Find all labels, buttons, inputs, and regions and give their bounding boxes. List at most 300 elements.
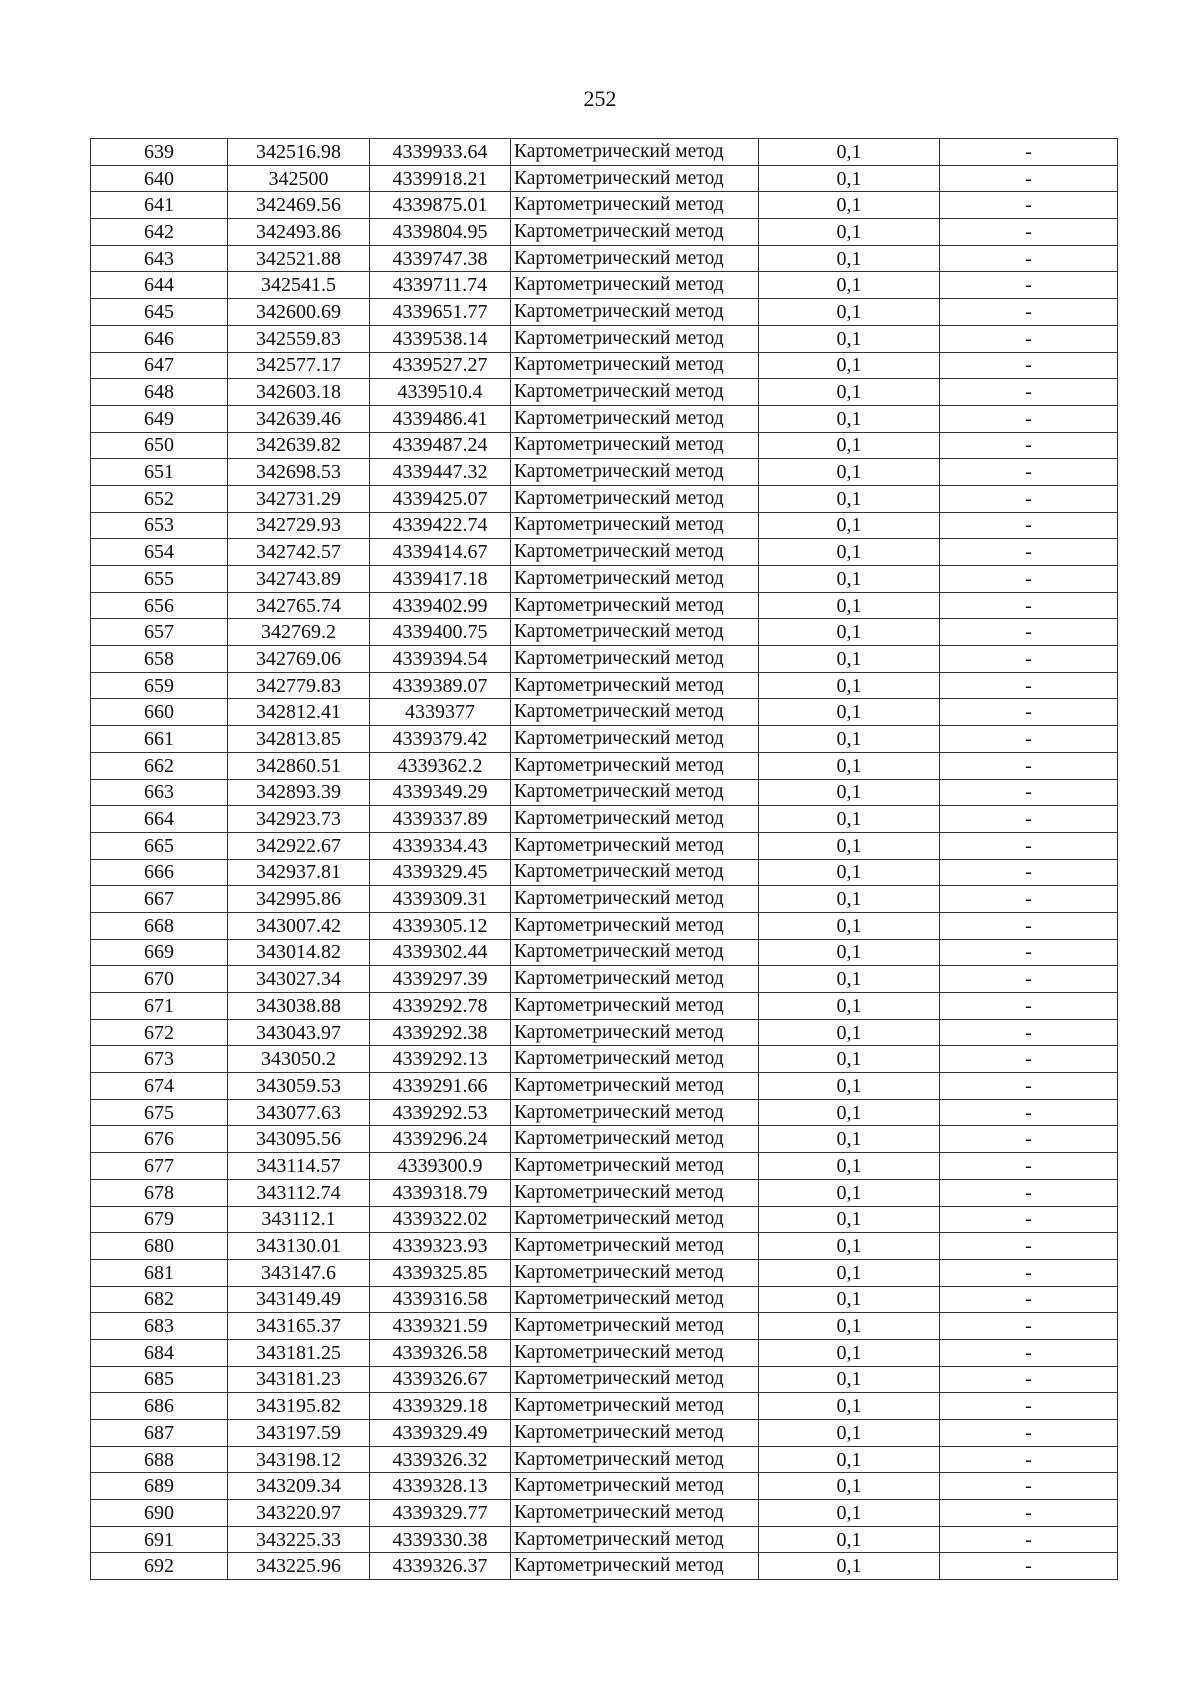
note-cell: -: [940, 566, 1118, 593]
table-row: [91, 219, 1118, 246]
accuracy-cell: 0,1: [759, 1473, 940, 1500]
note-cell: -: [940, 1473, 1118, 1500]
point-number-cell: 689: [91, 1473, 228, 1500]
note-cell: -: [940, 1339, 1118, 1366]
x-coordinate-cell: 343050.2: [228, 1046, 370, 1073]
table-row: [91, 432, 1118, 459]
method-cell: Картометрический метод: [511, 1553, 759, 1580]
point-number-cell: 642: [91, 219, 228, 246]
note-cell: -: [940, 859, 1118, 886]
method-cell: Картометрический метод: [511, 219, 759, 246]
point-number-cell: 641: [91, 192, 228, 219]
method-cell: Картометрический метод: [511, 512, 759, 539]
method-cell: Картометрический метод: [511, 859, 759, 886]
note-cell: -: [940, 1313, 1118, 1340]
accuracy-cell: 0,1: [759, 1099, 940, 1126]
x-coordinate-cell: 343095.56: [228, 1126, 370, 1153]
method-cell: Картометрический метод: [511, 539, 759, 566]
x-coordinate-cell: 343059.53: [228, 1073, 370, 1100]
note-cell: -: [940, 192, 1118, 219]
x-coordinate-cell: 342577.17: [228, 352, 370, 379]
y-coordinate-cell: 4339292.78: [370, 993, 511, 1020]
note-cell: -: [940, 752, 1118, 779]
accuracy-cell: 0,1: [759, 192, 940, 219]
method-cell: Картометрический метод: [511, 1393, 759, 1420]
y-coordinate-cell: 4339447.32: [370, 459, 511, 486]
note-cell: -: [940, 1019, 1118, 1046]
point-number-cell: 654: [91, 539, 228, 566]
x-coordinate-cell: 343007.42: [228, 912, 370, 939]
method-cell: Картометрический метод: [511, 192, 759, 219]
table-row: [91, 1073, 1118, 1100]
x-coordinate-cell: 342639.82: [228, 432, 370, 459]
y-coordinate-cell: 4339747.38: [370, 245, 511, 272]
table-row: [91, 779, 1118, 806]
table-row: [91, 192, 1118, 219]
x-coordinate-cell: 342469.56: [228, 192, 370, 219]
note-cell: -: [940, 1099, 1118, 1126]
y-coordinate-cell: 4339538.14: [370, 325, 511, 352]
note-cell: -: [940, 886, 1118, 913]
x-coordinate-cell: 342516.98: [228, 139, 370, 166]
x-coordinate-cell: 342812.41: [228, 699, 370, 726]
x-coordinate-cell: 342995.86: [228, 886, 370, 913]
note-cell: -: [940, 485, 1118, 512]
note-cell: -: [940, 672, 1118, 699]
table-row: [91, 993, 1118, 1020]
accuracy-cell: 0,1: [759, 1366, 940, 1393]
accuracy-cell: 0,1: [759, 619, 940, 646]
table-row: [91, 1393, 1118, 1420]
accuracy-cell: 0,1: [759, 1126, 940, 1153]
table-row: [91, 1099, 1118, 1126]
note-cell: -: [940, 832, 1118, 859]
table-row: [91, 139, 1118, 166]
y-coordinate-cell: 4339918.21: [370, 165, 511, 192]
table-row: [91, 539, 1118, 566]
coordinates-table-body: [91, 139, 1118, 1580]
accuracy-cell: 0,1: [759, 405, 940, 432]
y-coordinate-cell: 4339417.18: [370, 566, 511, 593]
x-coordinate-cell: 342698.53: [228, 459, 370, 486]
y-coordinate-cell: 4339486.41: [370, 405, 511, 432]
method-cell: Картометрический метод: [511, 1046, 759, 1073]
y-coordinate-cell: 4339402.99: [370, 592, 511, 619]
table-row: [91, 405, 1118, 432]
x-coordinate-cell: 343147.6: [228, 1259, 370, 1286]
point-number-cell: 674: [91, 1073, 228, 1100]
y-coordinate-cell: 4339394.54: [370, 646, 511, 673]
y-coordinate-cell: 4339414.67: [370, 539, 511, 566]
note-cell: -: [940, 993, 1118, 1020]
point-number-cell: 651: [91, 459, 228, 486]
point-number-cell: 656: [91, 592, 228, 619]
accuracy-cell: 0,1: [759, 1313, 940, 1340]
x-coordinate-cell: 343197.59: [228, 1420, 370, 1447]
point-number-cell: 671: [91, 993, 228, 1020]
table-row: [91, 1019, 1118, 1046]
y-coordinate-cell: 4339305.12: [370, 912, 511, 939]
method-cell: Картометрический метод: [511, 299, 759, 326]
table-row: [91, 1500, 1118, 1527]
y-coordinate-cell: 4339377: [370, 699, 511, 726]
accuracy-cell: 0,1: [759, 699, 940, 726]
point-number-cell: 648: [91, 379, 228, 406]
point-number-cell: 673: [91, 1046, 228, 1073]
method-cell: Картометрический метод: [511, 886, 759, 913]
table-row: [91, 1420, 1118, 1447]
accuracy-cell: 0,1: [759, 672, 940, 699]
accuracy-cell: 0,1: [759, 1393, 940, 1420]
point-number-cell: 690: [91, 1500, 228, 1527]
point-number-cell: 661: [91, 726, 228, 753]
method-cell: Картометрический метод: [511, 485, 759, 512]
x-coordinate-cell: 343112.74: [228, 1179, 370, 1206]
table-row: [91, 459, 1118, 486]
y-coordinate-cell: 4339379.42: [370, 726, 511, 753]
point-number-cell: 646: [91, 325, 228, 352]
accuracy-cell: 0,1: [759, 566, 940, 593]
x-coordinate-cell: 342559.83: [228, 325, 370, 352]
accuracy-cell: 0,1: [759, 1019, 940, 1046]
x-coordinate-cell: 342603.18: [228, 379, 370, 406]
x-coordinate-cell: 343195.82: [228, 1393, 370, 1420]
table-row: [91, 352, 1118, 379]
x-coordinate-cell: 342493.86: [228, 219, 370, 246]
note-cell: -: [940, 405, 1118, 432]
accuracy-cell: 0,1: [759, 1046, 940, 1073]
y-coordinate-cell: 4339291.66: [370, 1073, 511, 1100]
x-coordinate-cell: 342769.2: [228, 619, 370, 646]
y-coordinate-cell: 4339362.2: [370, 752, 511, 779]
y-coordinate-cell: 4339422.74: [370, 512, 511, 539]
point-number-cell: 660: [91, 699, 228, 726]
y-coordinate-cell: 4339804.95: [370, 219, 511, 246]
x-coordinate-cell: 342731.29: [228, 485, 370, 512]
x-coordinate-cell: 342937.81: [228, 859, 370, 886]
y-coordinate-cell: 4339425.07: [370, 485, 511, 512]
point-number-cell: 680: [91, 1233, 228, 1260]
note-cell: -: [940, 966, 1118, 993]
accuracy-cell: 0,1: [759, 859, 940, 886]
note-cell: -: [940, 912, 1118, 939]
table-row: [91, 832, 1118, 859]
accuracy-cell: 0,1: [759, 912, 940, 939]
method-cell: Картометрический метод: [511, 966, 759, 993]
table-row: [91, 1286, 1118, 1313]
y-coordinate-cell: 4339292.38: [370, 1019, 511, 1046]
note-cell: -: [940, 299, 1118, 326]
y-coordinate-cell: 4339933.64: [370, 139, 511, 166]
method-cell: Картометрический метод: [511, 1126, 759, 1153]
note-cell: -: [940, 1446, 1118, 1473]
point-number-cell: 681: [91, 1259, 228, 1286]
point-number-cell: 691: [91, 1526, 228, 1553]
x-coordinate-cell: 343165.37: [228, 1313, 370, 1340]
x-coordinate-cell: 342769.06: [228, 646, 370, 673]
x-coordinate-cell: 343181.25: [228, 1339, 370, 1366]
point-number-cell: 662: [91, 752, 228, 779]
accuracy-cell: 0,1: [759, 539, 940, 566]
point-number-cell: 652: [91, 485, 228, 512]
table-row: [91, 379, 1118, 406]
y-coordinate-cell: 4339487.24: [370, 432, 511, 459]
accuracy-cell: 0,1: [759, 1153, 940, 1180]
x-coordinate-cell: 343225.33: [228, 1526, 370, 1553]
table-row: [91, 245, 1118, 272]
method-cell: Картометрический метод: [511, 1339, 759, 1366]
accuracy-cell: 0,1: [759, 779, 940, 806]
page-number: 252: [583, 86, 617, 111]
y-coordinate-cell: 4339330.38: [370, 1526, 511, 1553]
note-cell: -: [940, 1179, 1118, 1206]
point-number-cell: 675: [91, 1099, 228, 1126]
x-coordinate-cell: 342541.5: [228, 272, 370, 299]
method-cell: Картометрический метод: [511, 1500, 759, 1527]
table-row: [91, 1313, 1118, 1340]
table-row: [91, 165, 1118, 192]
note-cell: -: [940, 1393, 1118, 1420]
y-coordinate-cell: 4339400.75: [370, 619, 511, 646]
accuracy-cell: 0,1: [759, 325, 940, 352]
table-row: [91, 1046, 1118, 1073]
method-cell: Картометрический метод: [511, 993, 759, 1020]
accuracy-cell: 0,1: [759, 352, 940, 379]
y-coordinate-cell: 4339300.9: [370, 1153, 511, 1180]
table-row: [91, 672, 1118, 699]
method-cell: Картометрический метод: [511, 1366, 759, 1393]
accuracy-cell: 0,1: [759, 485, 940, 512]
accuracy-cell: 0,1: [759, 1206, 940, 1233]
table-row: [91, 1206, 1118, 1233]
note-cell: -: [940, 139, 1118, 166]
y-coordinate-cell: 4339329.77: [370, 1500, 511, 1527]
table-row: [91, 1473, 1118, 1500]
x-coordinate-cell: 342742.57: [228, 539, 370, 566]
point-number-cell: 659: [91, 672, 228, 699]
table-row: [91, 859, 1118, 886]
y-coordinate-cell: 4339321.59: [370, 1313, 511, 1340]
note-cell: -: [940, 512, 1118, 539]
accuracy-cell: 0,1: [759, 299, 940, 326]
table-row: [91, 1259, 1118, 1286]
method-cell: Картометрический метод: [511, 432, 759, 459]
x-coordinate-cell: 342600.69: [228, 299, 370, 326]
note-cell: -: [940, 1126, 1118, 1153]
accuracy-cell: 0,1: [759, 165, 940, 192]
y-coordinate-cell: 4339329.49: [370, 1420, 511, 1447]
note-cell: -: [940, 726, 1118, 753]
table-row: [91, 1126, 1118, 1153]
point-number-cell: 669: [91, 939, 228, 966]
y-coordinate-cell: 4339323.93: [370, 1233, 511, 1260]
accuracy-cell: 0,1: [759, 646, 940, 673]
y-coordinate-cell: 4339329.18: [370, 1393, 511, 1420]
accuracy-cell: 0,1: [759, 752, 940, 779]
point-number-cell: 664: [91, 806, 228, 833]
y-coordinate-cell: 4339292.13: [370, 1046, 511, 1073]
note-cell: -: [940, 1553, 1118, 1580]
note-cell: -: [940, 1286, 1118, 1313]
accuracy-cell: 0,1: [759, 1500, 940, 1527]
method-cell: Картометрический метод: [511, 752, 759, 779]
point-number-cell: 682: [91, 1286, 228, 1313]
point-number-cell: 676: [91, 1126, 228, 1153]
table-row: [91, 272, 1118, 299]
accuracy-cell: 0,1: [759, 993, 940, 1020]
point-number-cell: 645: [91, 299, 228, 326]
note-cell: -: [940, 1153, 1118, 1180]
y-coordinate-cell: 4339349.29: [370, 779, 511, 806]
note-cell: -: [940, 1500, 1118, 1527]
point-number-cell: 639: [91, 139, 228, 166]
accuracy-cell: 0,1: [759, 592, 940, 619]
method-cell: Картометрический метод: [511, 779, 759, 806]
x-coordinate-cell: 342923.73: [228, 806, 370, 833]
table-row: [91, 1526, 1118, 1553]
table-row: [91, 726, 1118, 753]
note-cell: -: [940, 939, 1118, 966]
point-number-cell: 665: [91, 832, 228, 859]
y-coordinate-cell: 4339302.44: [370, 939, 511, 966]
method-cell: Картометрический метод: [511, 1073, 759, 1100]
table-row: [91, 966, 1118, 993]
accuracy-cell: 0,1: [759, 1420, 940, 1447]
method-cell: Картометрический метод: [511, 1179, 759, 1206]
note-cell: -: [940, 1259, 1118, 1286]
accuracy-cell: 0,1: [759, 512, 940, 539]
note-cell: -: [940, 432, 1118, 459]
method-cell: Картометрический метод: [511, 459, 759, 486]
accuracy-cell: 0,1: [759, 1286, 940, 1313]
table-row: [91, 299, 1118, 326]
method-cell: Картометрический метод: [511, 1286, 759, 1313]
method-cell: Картометрический метод: [511, 1233, 759, 1260]
y-coordinate-cell: 4339316.58: [370, 1286, 511, 1313]
method-cell: Картометрический метод: [511, 699, 759, 726]
note-cell: -: [940, 459, 1118, 486]
y-coordinate-cell: 4339326.37: [370, 1553, 511, 1580]
x-coordinate-cell: 343220.97: [228, 1500, 370, 1527]
accuracy-cell: 0,1: [759, 245, 940, 272]
note-cell: -: [940, 272, 1118, 299]
method-cell: Картометрический метод: [511, 619, 759, 646]
x-coordinate-cell: 342922.67: [228, 832, 370, 859]
y-coordinate-cell: 4339296.24: [370, 1126, 511, 1153]
point-number-cell: 684: [91, 1339, 228, 1366]
method-cell: Картометрический метод: [511, 726, 759, 753]
x-coordinate-cell: 343209.34: [228, 1473, 370, 1500]
point-number-cell: 668: [91, 912, 228, 939]
method-cell: Картометрический метод: [511, 566, 759, 593]
method-cell: Картометрический метод: [511, 165, 759, 192]
method-cell: Картометрический метод: [511, 806, 759, 833]
method-cell: Картометрический метод: [511, 646, 759, 673]
note-cell: -: [940, 165, 1118, 192]
table-row: [91, 566, 1118, 593]
point-number-cell: 679: [91, 1206, 228, 1233]
accuracy-cell: 0,1: [759, 432, 940, 459]
x-coordinate-cell: 343014.82: [228, 939, 370, 966]
x-coordinate-cell: 343198.12: [228, 1446, 370, 1473]
y-coordinate-cell: 4339389.07: [370, 672, 511, 699]
point-number-cell: 644: [91, 272, 228, 299]
method-cell: Картометрический метод: [511, 245, 759, 272]
accuracy-cell: 0,1: [759, 726, 940, 753]
method-cell: Картометрический метод: [511, 1420, 759, 1447]
method-cell: Картометрический метод: [511, 1206, 759, 1233]
accuracy-cell: 0,1: [759, 1446, 940, 1473]
x-coordinate-cell: 342765.74: [228, 592, 370, 619]
method-cell: Картометрический метод: [511, 139, 759, 166]
method-cell: Картометрический метод: [511, 832, 759, 859]
y-coordinate-cell: 4339318.79: [370, 1179, 511, 1206]
method-cell: Картометрический метод: [511, 379, 759, 406]
table-row: [91, 325, 1118, 352]
accuracy-cell: 0,1: [759, 379, 940, 406]
note-cell: -: [940, 1420, 1118, 1447]
table-row: [91, 1233, 1118, 1260]
x-coordinate-cell: 342813.85: [228, 726, 370, 753]
point-number-cell: 647: [91, 352, 228, 379]
point-number-cell: 640: [91, 165, 228, 192]
method-cell: Картометрический метод: [511, 1526, 759, 1553]
point-number-cell: 692: [91, 1553, 228, 1580]
table-row: [91, 752, 1118, 779]
table-row: [91, 619, 1118, 646]
point-number-cell: 688: [91, 1446, 228, 1473]
method-cell: Картометрический метод: [511, 1153, 759, 1180]
point-number-cell: 670: [91, 966, 228, 993]
note-cell: -: [940, 379, 1118, 406]
table-row: [91, 886, 1118, 913]
note-cell: -: [940, 539, 1118, 566]
x-coordinate-cell: 343077.63: [228, 1099, 370, 1126]
accuracy-cell: 0,1: [759, 1339, 940, 1366]
method-cell: Картометрический метод: [511, 672, 759, 699]
note-cell: -: [940, 592, 1118, 619]
accuracy-cell: 0,1: [759, 139, 940, 166]
table-row: [91, 939, 1118, 966]
method-cell: Картометрический метод: [511, 1313, 759, 1340]
table-row: [91, 1366, 1118, 1393]
x-coordinate-cell: 343130.01: [228, 1233, 370, 1260]
point-number-cell: 686: [91, 1393, 228, 1420]
y-coordinate-cell: 4339326.32: [370, 1446, 511, 1473]
note-cell: -: [940, 1046, 1118, 1073]
x-coordinate-cell: 342743.89: [228, 566, 370, 593]
y-coordinate-cell: 4339325.85: [370, 1259, 511, 1286]
note-cell: -: [940, 219, 1118, 246]
x-coordinate-cell: 342500: [228, 165, 370, 192]
point-number-cell: 655: [91, 566, 228, 593]
note-cell: -: [940, 1206, 1118, 1233]
accuracy-cell: 0,1: [759, 886, 940, 913]
note-cell: -: [940, 1526, 1118, 1553]
method-cell: Картометрический метод: [511, 405, 759, 432]
table-row: [91, 646, 1118, 673]
method-cell: Картометрический метод: [511, 1259, 759, 1286]
point-number-cell: 643: [91, 245, 228, 272]
point-number-cell: 683: [91, 1313, 228, 1340]
method-cell: Картометрический метод: [511, 592, 759, 619]
accuracy-cell: 0,1: [759, 1073, 940, 1100]
y-coordinate-cell: 4339326.67: [370, 1366, 511, 1393]
y-coordinate-cell: 4339337.89: [370, 806, 511, 833]
y-coordinate-cell: 4339329.45: [370, 859, 511, 886]
method-cell: Картометрический метод: [511, 352, 759, 379]
note-cell: -: [940, 619, 1118, 646]
